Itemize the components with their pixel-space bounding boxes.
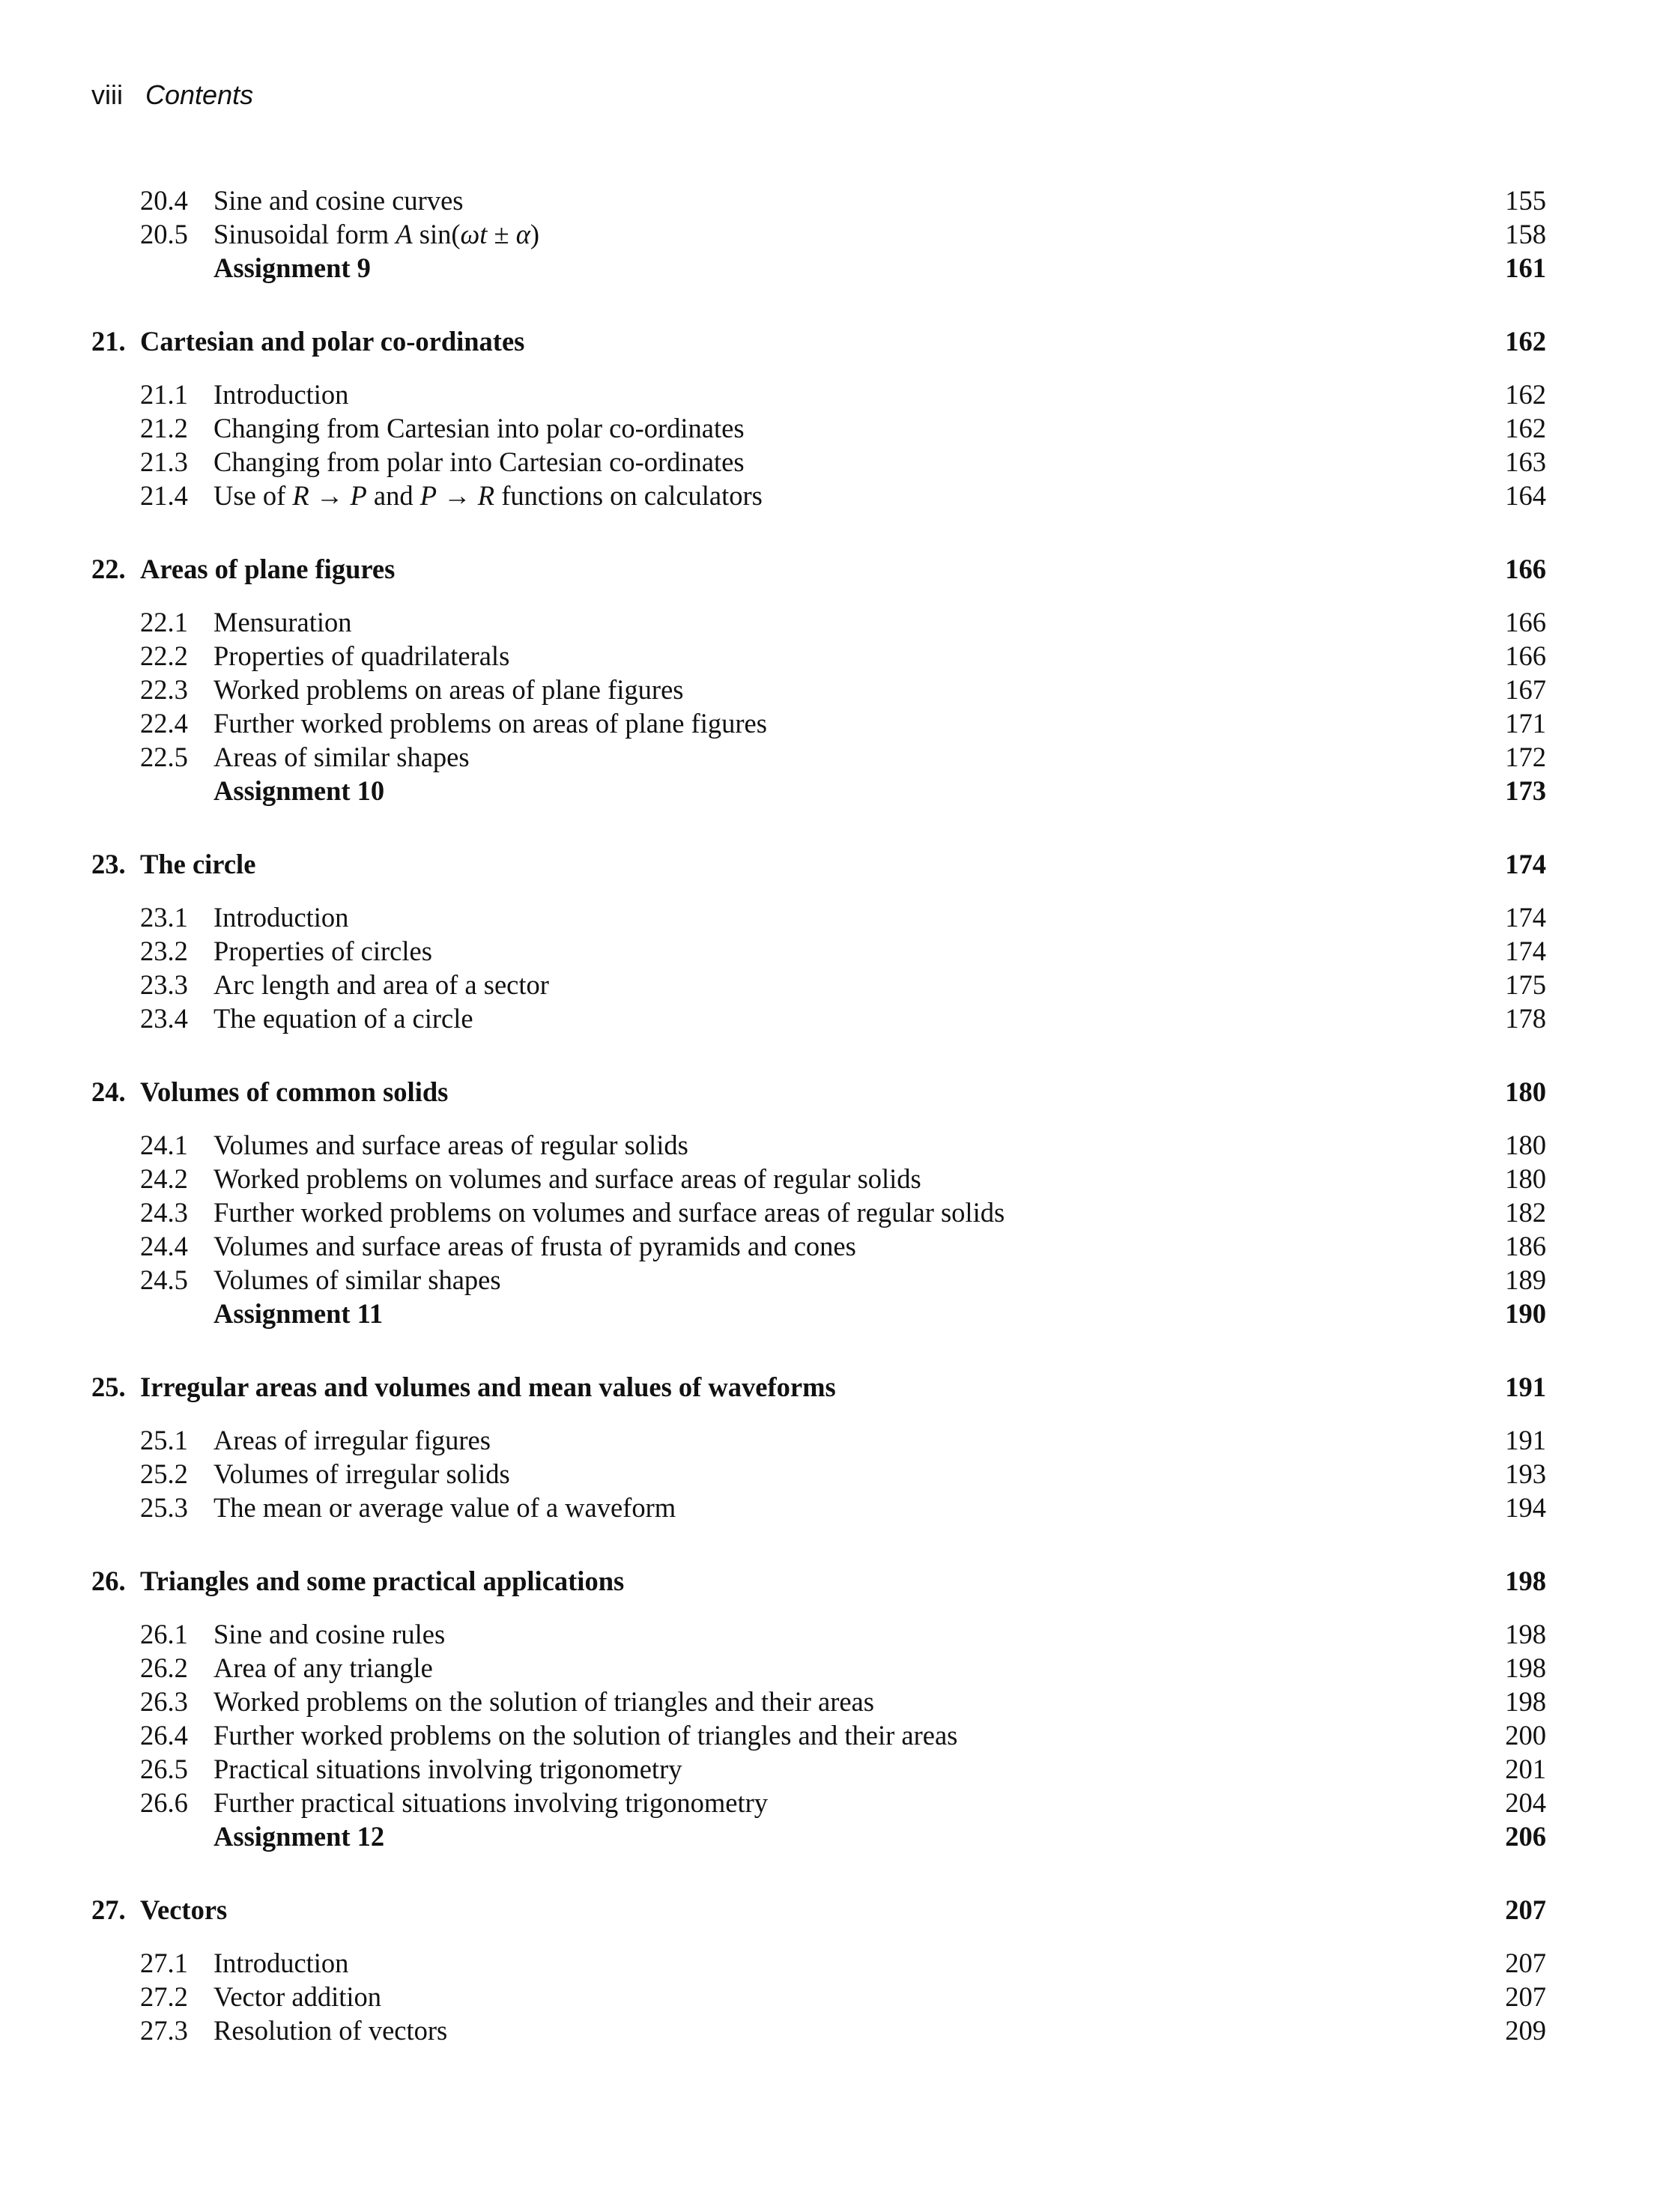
- toc-entry: 24.4 Volumes and surface areas of frusta of pyramids and cones 186: [140, 1231, 1546, 1261]
- toc-entry: 26.3 Worked problems on the solution of triangles and their areas 198: [140, 1686, 1546, 1717]
- toc-entry: 22.3 Worked problems on areas of plane figures 167: [140, 674, 1546, 705]
- toc-entry: 22.5 Areas of similar shapes 172: [140, 742, 1546, 772]
- toc-entry: 23.1 Introduction 174: [140, 902, 1546, 933]
- toc-chapter: 21. Cartesian and polar co-ordinates 162: [91, 326, 1546, 357]
- toc-entry: 26.6 Further practical situations involving trigonometry 204: [140, 1787, 1546, 1818]
- toc-entry: 26.2 Area of any triangle 198: [140, 1652, 1546, 1683]
- toc-entry: 21.2 Changing from Cartesian into polar co-ordinates 162: [140, 413, 1546, 443]
- toc-entry: 20.5 Sinusoidal form A sin(ωt ± α) 158: [140, 219, 1546, 249]
- toc-assignment: Assignment 11 190: [213, 1298, 1546, 1329]
- table-of-contents: [91, 184, 1546, 2047]
- toc-entry: 27.2 Vector addition 207: [140, 1981, 1546, 2012]
- toc-entry: 23.3 Arc length and area of a sector 175: [140, 969, 1546, 1000]
- toc-entry: 23.2 Properties of circles 174: [140, 936, 1546, 966]
- toc-assignment: Assignment 10 173: [213, 775, 1546, 806]
- running-title: Contents: [145, 79, 254, 110]
- toc-chapter: 25. Irregular areas and volumes and mean values of waveforms 191: [91, 1372, 1546, 1402]
- toc-entry: 26.1 Sine and cosine rules 198: [140, 1619, 1546, 1649]
- toc-entry: 25.1 Areas of irregular figures 191: [140, 1425, 1546, 1455]
- toc-assignment: Assignment 12 206: [213, 1821, 1546, 1852]
- toc-entry: 22.1 Mensuration 166: [140, 607, 1546, 637]
- toc-entry: 26.4 Further worked problems on the solution of triangles and their areas 200: [140, 1720, 1546, 1751]
- page-number: viii: [91, 79, 123, 110]
- toc-chapter: 26. Triangles and some practical applications 198: [91, 1566, 1546, 1596]
- toc-entry: 22.4 Further worked problems on areas of plane figures 171: [140, 708, 1546, 739]
- toc-entry: 26.5 Practical situations involving trigonometry 201: [140, 1754, 1546, 1784]
- toc-entry: 21.1 Introduction 162: [140, 379, 1546, 410]
- toc-chapter: 24. Volumes of common solids 180: [91, 1076, 1546, 1107]
- toc-entry: 23.4 The equation of a circle 178: [140, 1003, 1546, 1034]
- toc-entry: 25.3 The mean or average value of a waveform 194: [140, 1492, 1546, 1523]
- toc-entry: 20.4 Sine and cosine curves 155: [140, 185, 1546, 216]
- toc-chapter: 27. Vectors 207: [91, 1894, 1546, 1925]
- toc-entry: 24.2 Worked problems on volumes and surface areas of regular solids 180: [140, 1163, 1546, 1194]
- toc-entry: 24.5 Volumes of similar shapes 189: [140, 1264, 1546, 1295]
- toc-entry: 24.1 Volumes and surface areas of regular solids 180: [140, 1130, 1546, 1160]
- toc-entry: 25.2 Volumes of irregular solids 193: [140, 1458, 1546, 1489]
- toc-chapter: 23. The circle 174: [91, 849, 1546, 879]
- toc-entry: 24.3 Further worked problems on volumes and surface areas of regular solids 182: [140, 1197, 1546, 1228]
- toc-entry: 27.1 Introduction 207: [140, 1948, 1546, 1978]
- toc-chapter: 22. Areas of plane figures 166: [91, 554, 1546, 584]
- toc-entry: 27.3 Resolution of vectors 209: [140, 2015, 1546, 2046]
- toc-entry: 21.4 Use of R → P and P → R functions on calculators 164: [140, 480, 1546, 511]
- running-header: [91, 79, 253, 111]
- toc-entry: 21.3 Changing from polar into Cartesian co-ordinates 163: [140, 446, 1546, 477]
- toc-assignment: Assignment 9 161: [213, 252, 1546, 283]
- toc-entry: 22.2 Properties of quadrilaterals 166: [140, 640, 1546, 671]
